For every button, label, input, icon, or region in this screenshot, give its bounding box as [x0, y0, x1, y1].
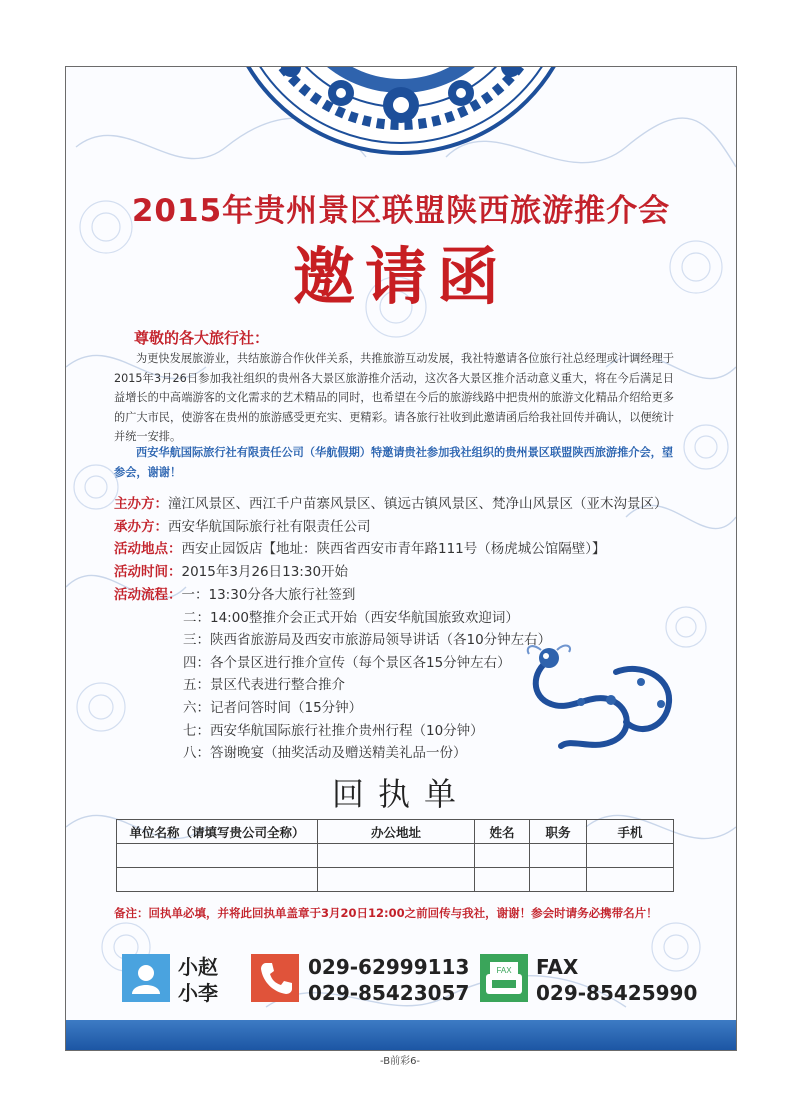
host-label: 承办方： — [114, 518, 168, 535]
step-index: 七： — [183, 722, 210, 739]
porcelain-plate-decoration — [221, 66, 581, 155]
fax-label: FAX — [536, 955, 579, 979]
step-text: 记者问答时间（15分钟） — [210, 699, 363, 716]
event-info — [114, 493, 714, 583]
position-cell[interactable] — [530, 844, 587, 868]
organizer-value: 潼江风景区、西江千户苗寨风景区、镇远古镇风景区、梵净山风景区（亚木沟景区） — [168, 496, 668, 512]
receipt-title: 回执单 — [331, 775, 470, 813]
dragon-decoration — [521, 642, 681, 757]
phone-number: 029-62999113 — [308, 955, 470, 979]
invitation-page — [65, 66, 737, 1051]
receipt-form-table — [116, 819, 674, 892]
greeting: 尊敬的各大旅行社： — [134, 329, 270, 347]
process-steps — [114, 584, 551, 765]
time-row — [114, 561, 714, 584]
column-header: 办公地址 — [318, 820, 475, 844]
invitation-heading: 邀请函 — [292, 240, 509, 313]
process-step — [114, 629, 551, 652]
table-header-row — [117, 820, 674, 844]
step-text: 西安华航国际旅行社推介贵州行程（10分钟） — [210, 722, 484, 739]
contact-name: 小赵 — [178, 955, 218, 979]
fax-info — [536, 954, 697, 1006]
host-value: 西安华航国际旅行社有限责任公司 — [168, 518, 371, 535]
step-index: 一： — [181, 587, 209, 603]
company-cell[interactable] — [117, 868, 318, 892]
venue-label: 活动地点： — [114, 541, 182, 558]
step-text: 14:00整推介会正式开始（西安华航国旅致欢迎词） — [210, 609, 519, 626]
step-text: 景区代表进行整合推介 — [210, 677, 345, 694]
fax-number: 029-85425990 — [536, 981, 698, 1005]
intro-paragraph: 为更快发展旅游业，共结旅游合作伙伴关系，共推旅游互动发展，我社特邀请各位旅行社总经理或计调经理于2015年3月26日参加我社组织的贵州各大景区旅游推介活动，这次各大景区推介活动意义重大，将在今后满足日益增长的中高端游客的文化需求的艺术精品的同时，也希望在今后的旅游线路中把贵州的旅游文化精品介绍给更多的广大市民，使游客在贵州的旅游感受更充实、更精彩。请各旅行社收到此邀请函后给我社回传并确认，以便统计并统一安排。 — [114, 352, 674, 443]
event-title: 2015年贵州景区联盟陕西旅游推介会 — [131, 193, 671, 229]
step-index: 六： — [183, 699, 210, 716]
contact-names — [178, 954, 218, 1006]
phone-icon — [251, 954, 299, 1002]
name-cell[interactable] — [475, 868, 530, 892]
column-header: 单位名称（请填写贵公司全称） — [117, 820, 318, 844]
step-index: 四： — [183, 654, 210, 671]
process-step — [114, 607, 551, 630]
step-text: 各个景区进行推介宣传（每个景区各15分钟左右） — [210, 654, 511, 671]
address-cell[interactable] — [318, 844, 475, 868]
fax-icon — [480, 954, 528, 1002]
process-step — [114, 697, 551, 720]
process-step — [114, 720, 551, 743]
mobile-cell[interactable] — [587, 868, 674, 892]
organizer-row — [114, 493, 714, 516]
process-step — [114, 674, 551, 697]
step-text: 答谢晚宴（抽奖活动及赠送精美礼品一份） — [210, 745, 467, 762]
name-cell[interactable] — [475, 844, 530, 868]
step-text: 13:30分各大旅行社签到 — [208, 587, 356, 603]
step-index: 五： — [183, 677, 210, 694]
step-index: 二： — [183, 609, 210, 626]
contact-name: 小李 — [178, 981, 218, 1005]
venue-value: 西安止园饭店【地址：陕西省西安市青年路111号（杨虎城公馆隔壁）】 — [181, 541, 606, 558]
table-row — [117, 868, 674, 892]
invitation-highlight: 西安华航国际旅行社有限责任公司（华航假期）特邀请贵社参加我社组织的贵州景区联盟陕西旅游推介会，望参会，谢谢！ — [114, 446, 674, 479]
step-text: 陕西省旅游局及西安市旅游局领导讲话（各10分钟左右） — [210, 632, 552, 649]
company-cell[interactable] — [117, 844, 318, 868]
venue-row — [114, 538, 714, 561]
table-row — [117, 844, 674, 868]
contact-phones — [308, 954, 469, 1006]
process-step — [114, 742, 551, 765]
time-value: 2015年3月26日13:30开始 — [181, 563, 349, 580]
process-label: 活动流程： — [114, 587, 182, 603]
phone-number: 029-85423057 — [308, 981, 470, 1005]
position-cell[interactable] — [530, 868, 587, 892]
mobile-cell[interactable] — [587, 844, 674, 868]
column-header: 姓名 — [475, 820, 530, 844]
host-row — [114, 516, 714, 539]
process-step — [114, 652, 551, 675]
footer-band — [66, 1020, 736, 1050]
address-cell[interactable] — [318, 868, 475, 892]
step-index: 三： — [183, 632, 210, 649]
time-label: 活动时间： — [114, 563, 182, 580]
fax-icon-label: FAX — [496, 966, 512, 975]
receipt-note: 备注：回执单必填，并将此回执单盖章于3月20日12:00之前回传与我社，谢谢！参会时请务必携带名片！ — [114, 906, 658, 920]
page-number: -B前彩6- — [379, 1056, 421, 1067]
column-header: 手机 — [587, 820, 674, 844]
organizer-label: 主办方： — [114, 496, 168, 512]
step-index: 八： — [183, 745, 210, 762]
process-step — [114, 584, 551, 607]
column-header: 职务 — [530, 820, 587, 844]
person-icon — [122, 954, 170, 1002]
